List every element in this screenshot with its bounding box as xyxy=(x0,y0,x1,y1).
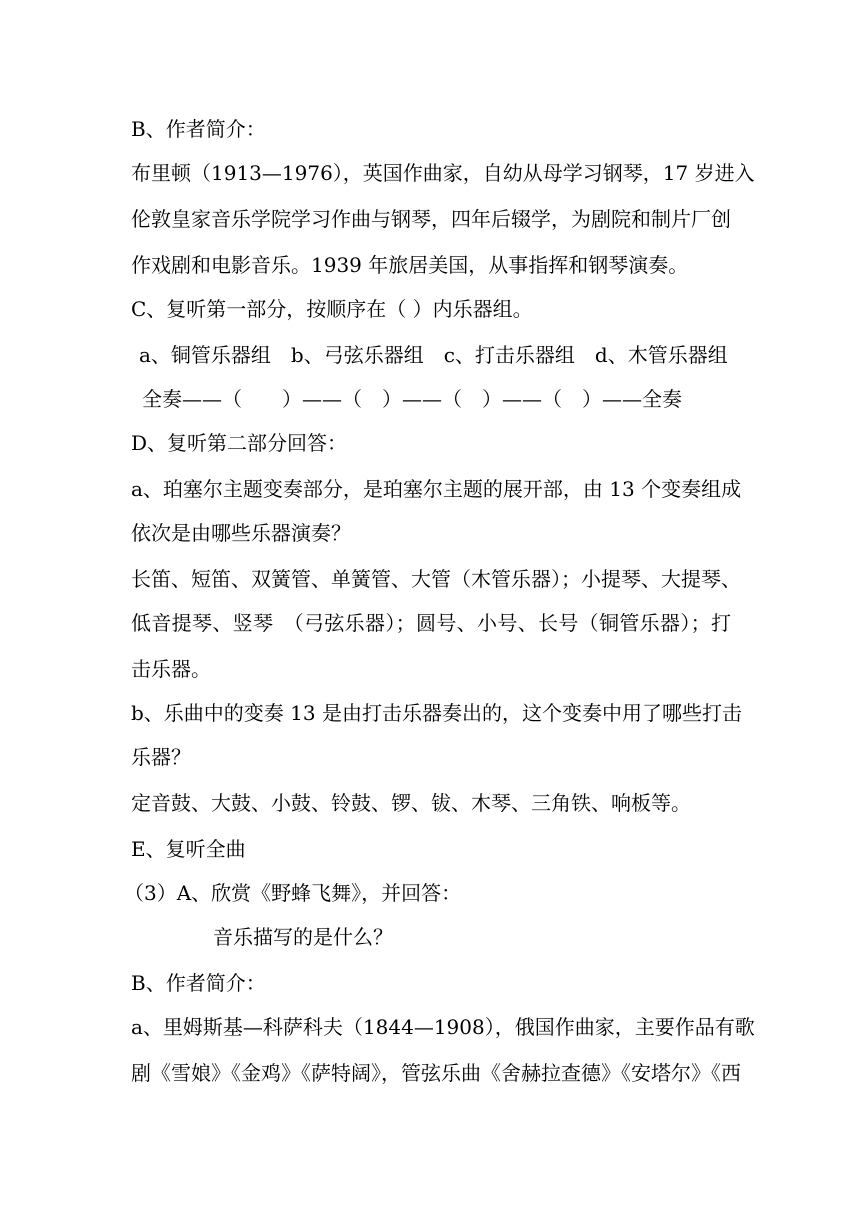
paragraph-line: a、里姆斯基—科萨科夫（1844—1908），俄国作曲家，主要作品有歌 xyxy=(131,1015,755,1039)
question-line: a、珀塞尔主题变奏部分，是珀塞尔主题的展开部，由 13 个变奏组成 xyxy=(131,477,742,501)
heading-b-author-intro: B、作者简介： xyxy=(131,971,266,995)
question-line: 依次是由哪些乐器演奏？ xyxy=(131,521,351,545)
sequence-blanks: 全奏——（ ）——（ ）——（ ）——（ ）——全奏 xyxy=(142,387,682,411)
paragraph-line: 布里顿（1913—1976），英国作曲家，自幼从母学习钢琴，17 岁进入 xyxy=(131,161,755,185)
answer-line: 定音鼓、大鼓、小鼓、铃鼓、锣、钹、木琴、三角铁、响板等。 xyxy=(131,791,691,815)
heading-c-question: C、复听第一部分，按顺序在（ ）内乐器组。 xyxy=(131,297,533,321)
instrument-options: a、铜管乐器组 b、弓弦乐器组 c、打击乐器组 d、木管乐器组 xyxy=(139,343,728,367)
question-line: 乐器？ xyxy=(131,745,191,769)
paragraph-line: 伦敦皇家音乐学院学习作曲与钢琴，四年后辍学，为剧院和制片厂创 xyxy=(131,207,731,231)
heading-d-question: D、复听第二部分回答： xyxy=(131,431,348,455)
heading-e-instruction: E、复听全曲 xyxy=(131,837,246,861)
paragraph-line: 作戏剧和电影音乐。1939 年旅居美国，从事指挥和钢琴演奏。 xyxy=(131,253,689,277)
answer-line: 低音提琴、竖琴 （弓弦乐器）；圆号、小号、长号（铜管乐器）；打 xyxy=(131,611,731,635)
answer-line: 击乐器。 xyxy=(131,657,211,681)
section-3-heading: （3）A、欣赏《野蜂飞舞》，并回答： xyxy=(124,881,462,905)
question-line: 音乐描写的是什么？ xyxy=(213,925,393,949)
paragraph-line: 剧《雪娘》《金鸡》《萨特阔》，管弦乐曲《舍赫拉查德》《安塔尔》《西 xyxy=(131,1061,741,1085)
question-line: b、乐曲中的变奏 13 是由打击乐器奏出的，这个变奏中用了哪些打击 xyxy=(131,701,742,725)
answer-line: 长笛、短笛、双簧管、单簧管、大管（木管乐器）；小提琴、大提琴、 xyxy=(131,567,741,591)
heading-b-author-intro: B、作者简介： xyxy=(131,117,266,141)
